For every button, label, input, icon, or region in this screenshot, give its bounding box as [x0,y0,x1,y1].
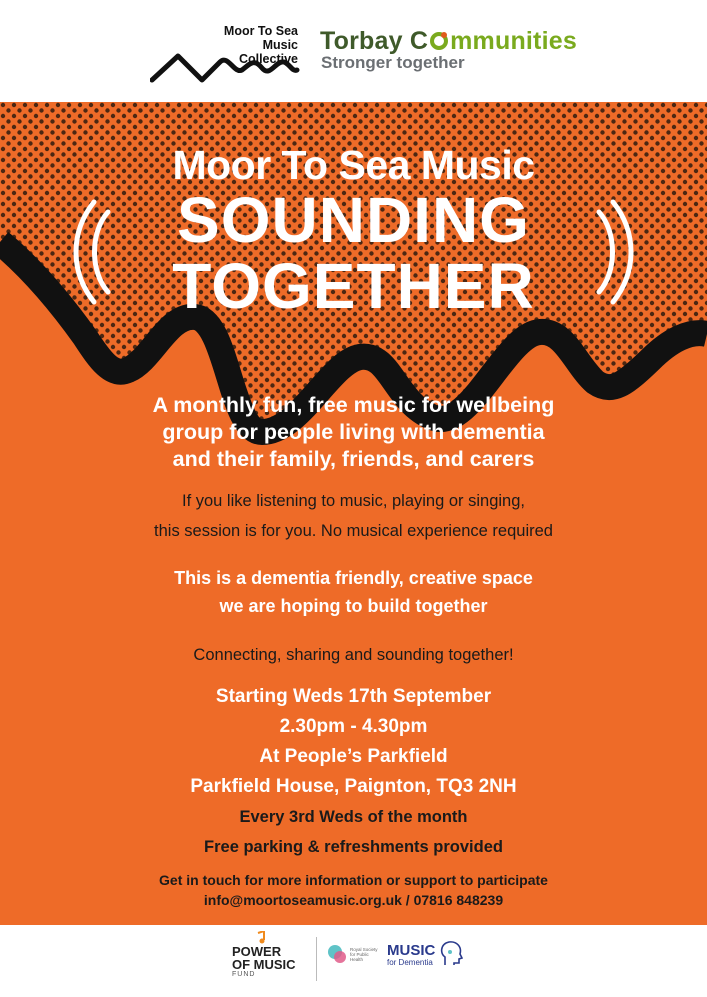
mts-logo-text: Moor To Sea Music Collective [223,24,298,66]
moor-to-sea-logo [150,20,300,85]
parking-info: Free parking & refreshments provided [204,838,503,856]
session-time: 2.30pm - 4.30pm [279,716,428,737]
poster-body [0,102,707,925]
rsph-logo-text: Royal Society for Public Health [350,947,378,962]
frequency: Every 3rd Weds of the month [239,808,468,826]
footer-divider [316,937,317,981]
experience-paragraph: If you like listening to music, playing or singing, this session is for you. No musical experience required [154,492,553,540]
rsph-logo-icon [326,943,348,965]
session-details [0,682,707,862]
header-logos [0,0,707,102]
tc-subtitle: Stronger together [321,53,465,72]
heading-moor-to-sea-music: Moor To Sea Music [172,142,535,188]
flower-o-icon [428,31,450,51]
footer-sponsor-logos [0,925,707,997]
mountain-wave-icon [150,50,300,85]
music-for-dementia-logo: MUSIC for Dementia [387,943,435,968]
contact-email-phone: info@moortoseamusic.org.uk / 07816 848239 [203,892,504,908]
music-note-icon [252,931,266,945]
venue-address: Parkfield House, Paignton, TQ3 2NH [190,776,517,797]
lead-description: A monthly fun, free music for wellbeing group for people living with dementia and their family, friends, and carers [152,393,555,471]
start-date: Starting Weds 17th September [215,686,492,707]
tc-title: Torbay C mmunities [320,27,577,55]
torbay-communities-logo [320,28,577,72]
connecting-tagline: Connecting, sharing and sounding together! [193,646,514,664]
venue-name: At People’s Parkfield [259,746,448,767]
contact-info: Get in touch for more information or support to participate info@moortoseamusic.org.uk / 07816 848239 [0,870,707,910]
heading-sounding: SOUNDING [177,184,530,256]
heading-together: TOGETHER [172,250,535,322]
dementia-friendly-paragraph: This is a dementia friendly, creative space we are hoping to build together [174,568,533,616]
head-music-icon [439,939,463,967]
power-of-music-logo: POWER OF MUSIC FUND [232,935,304,985]
